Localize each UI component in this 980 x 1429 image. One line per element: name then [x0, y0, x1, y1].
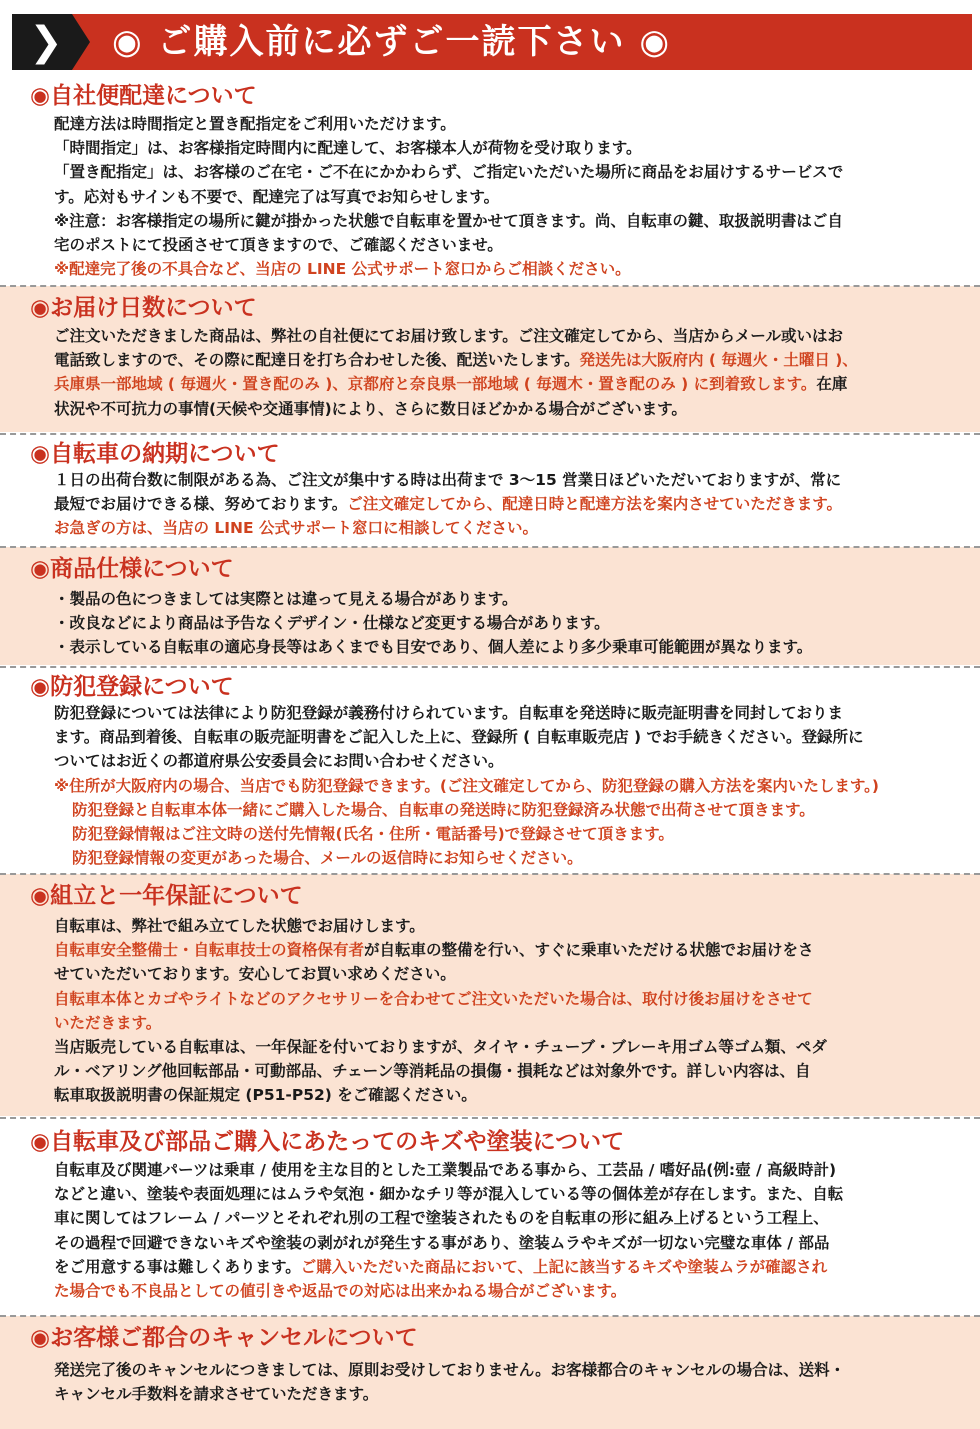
highlight-text: 自転車本体とカゴやライトなどのアクセサリーを合わせてご注文いただいた場合は、取付け後お届けをさせて [54, 989, 813, 1008]
body-line [54, 1382, 954, 1406]
section-title: ◉組立と一年保証について [30, 883, 303, 909]
body-line [54, 1083, 954, 1107]
highlight-text: た場合でも不良品としての値引きや返品での対応は出来かねる場合がございます。 [54, 1282, 627, 1301]
highlight-text: ※住所が大阪府内の場合、当店でも防犯登録できます。(ご注文確定してから、防犯登録の購入方法を案内いたします。) [54, 776, 880, 795]
notice-section [0, 1316, 980, 1429]
body-line [54, 397, 954, 421]
body-text: ・改良などにより商品は予告なくデザイン・仕様など変更する場合があります。 [54, 614, 610, 633]
body-text: 防犯登録については法律により防犯登録が義務付けられています。自転車を発送時に販売証明書を同封しておりま [54, 704, 843, 722]
section-body [54, 914, 954, 1108]
page-title: ◉ ご購入前に必ずご一読下さい ◉ [112, 22, 672, 62]
body-text: キャンセル手数料を請求させていただきます。 [54, 1385, 379, 1404]
body-line [54, 774, 954, 798]
highlight-text: いただきます。 [54, 1013, 162, 1032]
body-line [54, 987, 954, 1011]
body-line [54, 1358, 954, 1382]
body-line [54, 1158, 954, 1182]
body-line [54, 1206, 954, 1230]
section-body [54, 324, 954, 421]
body-text: 自転車は、弊社で組み立てした状態でお届けします。 [54, 917, 425, 935]
highlight-text: ご注文確定してから、配達日時と配達方法を案内させていただきます。 [347, 495, 843, 514]
section-title: ◉自転車及び部品ご購入にあたってのキズや塗装について [30, 1129, 625, 1155]
section-title: ◉お届け日数について [30, 295, 257, 321]
notice-header [12, 14, 972, 70]
body-text: ます。商品到着後、自転車の販売証明書をご記入した上に、登録所 ( 自転車販売店 ) でお手続きください。登録所に [54, 728, 864, 747]
highlight-text: 防犯登録と自転車本体一緒にご購入した場合、自転車の発送時に防犯登録済み状態で出荷させて頂きます。 [72, 800, 815, 819]
body-line [54, 798, 954, 822]
body-text: 「置き配指定」は、お客様のご在宅・ご不在にかかわらず、ご指定いただいた場所に商品をお届けするサービスで [54, 163, 844, 182]
section-title: ◉自転車の納期について [30, 441, 280, 467]
notice-section [0, 667, 980, 872]
section-divider [0, 1315, 980, 1317]
highlight-text: 兵庫県一部地域 ( 毎週火・置き配のみ )、京都府と奈良県一部地域 ( 毎週木・置き配のみ ) に到着致します。 [54, 375, 817, 394]
body-text: ・表示している自転車の適応身長等はあくまでも目安であり、個人差により多少乗車可能範囲が異なります。 [54, 638, 813, 657]
body-line [54, 1059, 954, 1083]
body-text: その過程で回避できないキズや塗装の剥がれが発生する事があり、塗装ムラやキズが一切ない完璧な車体 / 部品 [54, 1233, 830, 1252]
body-text: 「時間指定」は、お客様指定時間内に配達して、お客様本人が荷物を受け取ります。 [54, 139, 642, 158]
body-line [54, 749, 954, 773]
highlight-text: お急ぎの方は、当店の LINE 公式サポート窓口に相談してください。 [54, 519, 538, 538]
body-text: せていただいております。安心してお買い求めください。 [54, 965, 456, 984]
body-line [54, 257, 954, 281]
body-line [54, 516, 954, 540]
notice-section [0, 547, 980, 665]
body-text: 最短でお届けできる様、努めております。 [54, 495, 348, 514]
notice-section [0, 434, 980, 545]
body-line [54, 185, 954, 209]
chevron-right-icon: ❯ [29, 19, 63, 65]
highlight-text: 防犯登録情報の変更があった場合、メールの返信時にお知らせください。 [72, 849, 583, 868]
section-title: ◉防犯登録について [30, 674, 234, 700]
body-line [54, 914, 954, 938]
body-line [54, 1255, 954, 1279]
body-line [54, 1279, 954, 1303]
highlight-text: ※配達完了後の不具合など、当店の LINE 公式サポート窓口からご相談ください。 [54, 260, 631, 279]
body-text: ル・ベアリング他回転部品・可動部品、チェーン等消耗品の損傷・損耗などは対象外です。詳しい内容は、自 [54, 1062, 811, 1081]
section-divider [0, 285, 980, 287]
body-text: 当店販売している自転車は、一年保証を付いておりますが、タイヤ・チューブ・ブレーキ用ゴム等ゴム類、ペダ [54, 1038, 827, 1057]
body-text: 車に関してはフレーム / パーツとそれぞれ別の工程で塗装されたものを自転車の形に組み上げるという工程上、 [54, 1209, 829, 1228]
body-line [54, 324, 954, 348]
body-text: 電話致しますので、その際に配達日を打ち合わせした後、配送いたします。 [54, 351, 580, 370]
section-body [54, 701, 954, 870]
body-line [54, 611, 954, 635]
section-body [54, 1358, 954, 1406]
body-text: が自転車の整備を行い、すぐに乗車いただける状態でお届けをさ [364, 941, 814, 960]
section-divider [0, 666, 980, 668]
body-line [54, 701, 954, 725]
body-line [54, 1011, 954, 1035]
body-line [54, 136, 954, 160]
body-text: 在庫 [816, 375, 848, 394]
section-body [54, 468, 954, 541]
body-line [54, 372, 954, 396]
highlight-text: 自転車安全整備士・自転車技士の資格保有者 [54, 941, 365, 960]
notice-section [0, 1118, 980, 1314]
body-line [54, 492, 954, 516]
notice-section [0, 874, 980, 1116]
body-line [54, 725, 954, 749]
body-line [54, 635, 954, 659]
highlight-text: 防犯登録情報はご注文時の送付先情報(氏名・住所・電話番号)で登録させて頂きます。 [72, 825, 674, 844]
section-title: ◉商品仕様について [30, 556, 234, 582]
body-text: 転車取扱説明書の保証規定 (P51-P52) をご確認ください。 [54, 1086, 477, 1105]
body-text: す。応対もサインも不要で、配達完了は写真でお知らせします。 [54, 187, 500, 206]
body-line [54, 348, 954, 372]
body-line [54, 587, 954, 611]
body-text: ご注文いただきました商品は、弊社の自社便にてお届け致します。ご注文確定してから、当店からメール或いはお [54, 327, 843, 345]
section-title: ◉お客様ご都合のキャンセルについて [30, 1325, 418, 1351]
body-text: １日の出荷台数に制限がある為、ご注文が集中する時は出荷まで 3～15 営業日ほどいただいておりますが、常に [54, 471, 842, 489]
body-line [54, 112, 954, 136]
body-line [54, 938, 954, 962]
body-text: ついてはお近くの都道府県公安委員会にお問い合わせください。 [54, 752, 504, 771]
body-text: 配達方法は時間指定と置き配指定をご利用いただけます。 [54, 115, 456, 133]
body-text: をご用意する事は難しくあります。 [54, 1257, 301, 1276]
body-text: 状況や不可抗力の事情(天候や交通事情)により、さらに数日ほどかかる場合がございます。 [54, 399, 687, 418]
notice-section [0, 72, 980, 284]
body-line [54, 233, 954, 257]
section-body [54, 587, 954, 660]
section-divider [0, 873, 980, 875]
notice-section [0, 286, 980, 432]
body-text: 自転車及び関連パーツは乗車 / 使用を主な目的とした工業製品である事から、工芸品 / 嗜好品(例:壺 / 高級時計) [54, 1161, 837, 1179]
body-line [54, 962, 954, 986]
body-text: ・製品の色につきましては実際とは違って見える場合があります。 [54, 590, 518, 608]
section-body [54, 1158, 954, 1303]
section-divider [0, 433, 980, 435]
body-line [54, 1182, 954, 1206]
section-divider [0, 546, 980, 548]
body-line [54, 209, 954, 233]
section-title: ◉自社便配達について [30, 83, 257, 109]
body-line [54, 160, 954, 184]
body-text: などと違い、塗装や表面処理にはムラや気泡・細かなチリ等が混入している等の個体差が存在します。また、自転 [54, 1185, 844, 1204]
body-text: 宅のポストにて投函させて頂きますので、ご確認くださいませ。 [54, 236, 503, 255]
highlight-text: ご購入いただいた商品において、上記に該当するキズや塗装ムラが確認され [300, 1257, 828, 1276]
body-line [54, 1231, 954, 1255]
body-line [54, 846, 954, 870]
body-line [54, 1035, 954, 1059]
body-text: 発送完了後のキャンセルにつきましては、原則お受けしておりません。お客様都合のキャンセルの場合は、送料・ [54, 1361, 846, 1379]
section-divider [0, 1117, 980, 1119]
highlight-text: 発送先は大阪府内 ( 毎週火・土曜日 )、 [579, 351, 858, 370]
body-text: ※注意：お客様指定の場所に鍵が掛かった状態で自転車を置かせて頂きます。尚、自転車の鍵、取扱説明書はご自 [54, 211, 843, 230]
body-line [54, 468, 954, 492]
section-body [54, 112, 954, 281]
body-line [54, 822, 954, 846]
